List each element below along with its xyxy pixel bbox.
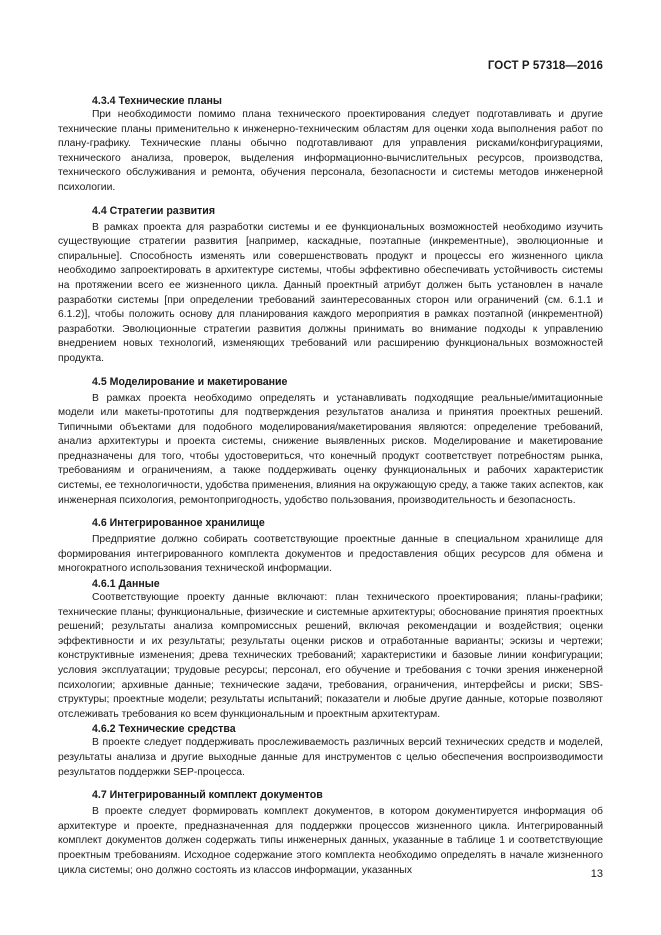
paragraph: Предприятие должно собирать соответствующие проектные данные в специальном хранилище для формирования интегрированного комплекта документов и предоставления общих ресурсов для обмена и многократного использования технической информации. — [58, 534, 603, 575]
section-heading: 4.6.2 Технические средства — [92, 723, 236, 736]
paragraph: В рамках проекта необходимо определять и устанавливать подходящие реальные/имитационные модели или макеты-прототипы для подтверждения результатов анализа и принятия проектных решений. Типичными объектами для подобного моделирования/макетирования являются: определение требований, анализ архитектуры и проекта системы, снижение выявленных рисков. Моделирование и макетирование предназначены для того, чтобы удостовериться, что конечный продукт соответствует потребностям рынка, требованиям и ограничениям, а также поддерживать оценку функциональных и рабочих характеристик системы, ее технологичности, удобства применения, влияния на окружающую среду, а также таких аспектов, как инженерная психология, ремонтопригодность, удобство пользования, производительность и безопасность. — [58, 392, 603, 506]
section-heading: 4.6.1 Данные — [92, 578, 160, 591]
paragraph: При необходимости помимо плана технического проектирования следует подготавливать и другие технические планы применительно к инженерно-техническим областям для оценки хода выполнения работ по плану-графику. Технические планы обычно подготавливают для управления рисками/конфигурациями, технического анализа, проверок, выделения информационно-вычислительных ресурсов, производства, технического обслуживания и ремонта, обучения персонала, безопасности и системы методов инженерной психологии. — [58, 109, 603, 193]
section-4-3-4 — [58, 94, 603, 196]
document-code: ГОСТ Р 57318—2016 — [487, 60, 603, 72]
paragraph: В проекте следует поддерживать прослеживаемость различных версий технических средств и моделей, результаты анализа и другие выходные данные для инструментов с целью обеспечения воспроизводимости результатов поддержки SEP-процесса. — [58, 737, 603, 778]
page-content — [58, 94, 603, 878]
section-heading: 4.6 Интегрированное хранилище — [92, 517, 265, 530]
paragraph: Соответствующие проекту данные включают: план технического проектирования; планы-графики; технические планы; функциональные, физические и системные архитектуры; обоснование принятия проектных решений; результаты анализа компромиссных решений, включая рекомендации и воздействия; оценки эффективности и их результаты; результаты оценки рисков и отработанные варианты; эскизы и чертежи; конструктивные изменения; древа технических требований; характеристики и базовые линии конфигурации; условия эксплуатации; трудовые ресурсы; персонал, его обучение и требования с точки зрения инженерной психологии; архивные данные; технические задачи, требования, ограничения, интерфейсы и риски; SBS-структуры; проектные модели; результаты испытаний; показатели и любые другие данные, которые позволяют отслеживать требования ко всем функциональным и проектным архитектурам. — [58, 592, 603, 720]
section-heading: 4.3.4 Технические планы — [92, 95, 222, 107]
section-4-5 — [58, 375, 603, 509]
section-heading: 4.4 Стратегии развития — [92, 204, 215, 217]
section-4-6 — [58, 516, 603, 577]
section-4-6-1 — [58, 577, 603, 722]
section-heading: 4.5 Моделирование и макетирование — [92, 375, 288, 388]
section-4-7 — [58, 788, 603, 878]
page-number: 13 — [590, 868, 603, 880]
section-4-4 — [58, 204, 603, 367]
paragraph: В проекте следует формировать комплект документов, в котором документируется информация об архитектуре и проекте, предназначенная для поддержки процессов жизненного цикла. Интегрированный комплект документов должен содержать типы инженерных данных, указанные в таблице 1 и соответствующие проектным требованиям. Исходное содержание этого комплекта необходимо определять в начале жизненного цикла системы; оно должно состоять из классов информации, указанных — [58, 806, 603, 876]
paragraph: В рамках проекта для разработки системы и ее функциональных возможностей необходимо изучить существующие стратегии развития [например, каскадные, поэтапные (инкрементные), эволюционные и спиральные]. Способность изменять или совершенствовать продукт и процессы его жизненного цикла необходимо запроектировать в архитектуре системы, чтобы эффективно обеспечивать устойчивость системы на протяжении всего ее жизненного цикла. Данный проектный атрибут должен быть установлен в начале разработки системы [при определении требований заинтересованных сторон или ограничений (см. 6.1.1 и 6.1.2)], чтобы положить основу для планирования каждого мероприятия в рамках поэтапной (инкрементной) разработки. Эволюционные стратегии развития должны принимать во внимание подходы к управлению внедрением новых технологий, изменяющих требований или расширению функциональных возможностей продукта. — [58, 221, 603, 364]
section-heading: 4.7 Интегрированный комплект документов — [92, 789, 323, 802]
section-4-6-2 — [58, 722, 603, 780]
